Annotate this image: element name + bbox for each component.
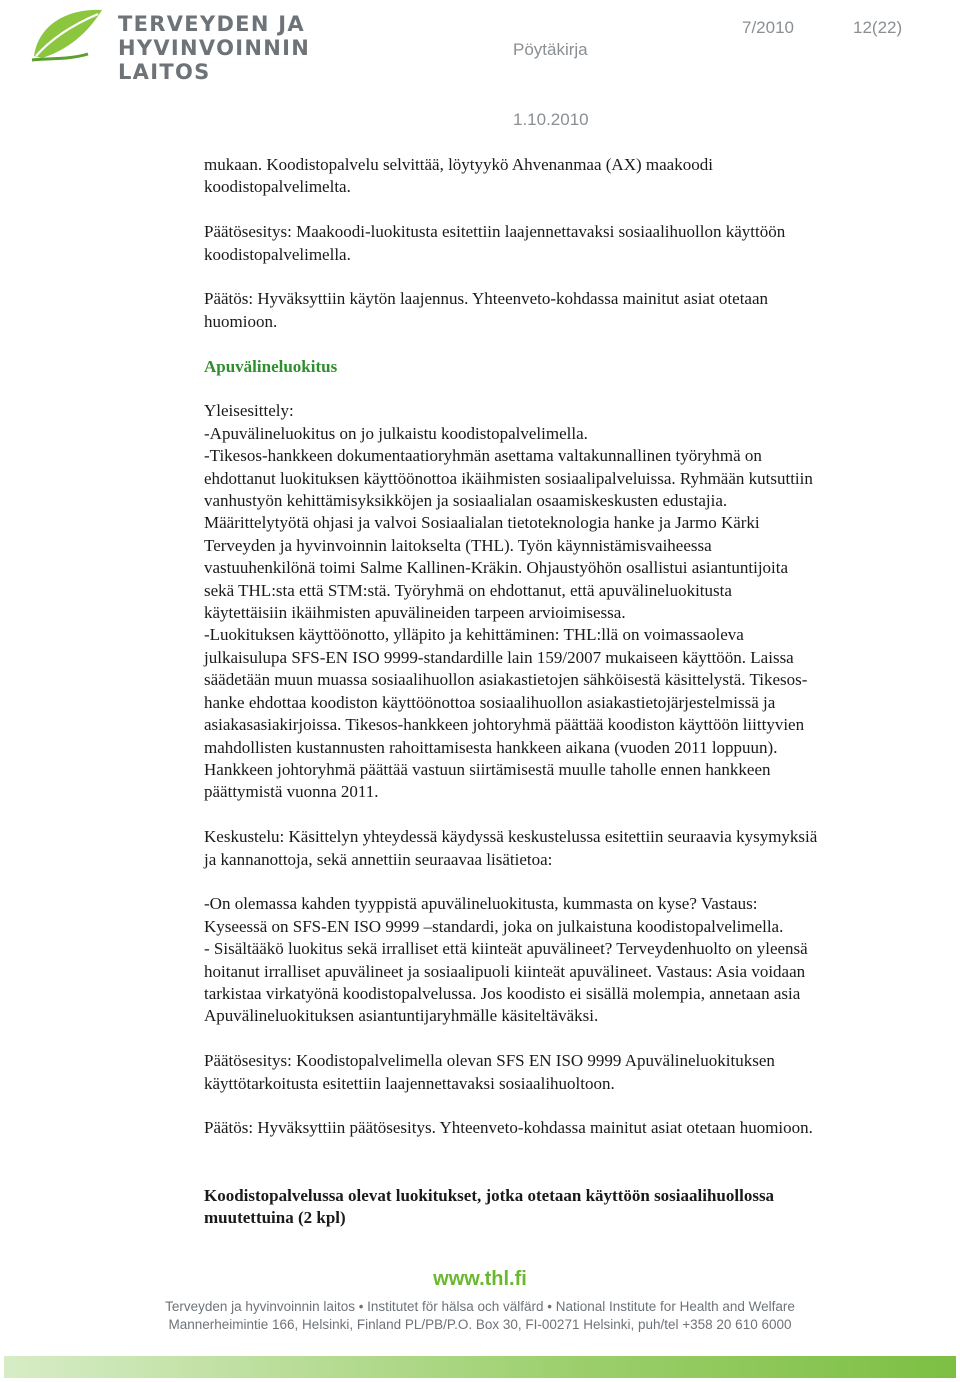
qa-line: Apuvälineluokituksen asiantuntijaryhmälle käsiteltäväksi. <box>204 1006 599 1026</box>
body-line: säädetään muun muassa sosiaalihuollon asiakastietojen sähköisestä käsittelystä. Tikesos- <box>204 670 808 690</box>
body-line: vastuuhenkilönä toimi Salme Kallinen-Kräkin. Ohjaustyöhön osallistui asiantuntijoita <box>204 558 789 578</box>
org-logo <box>28 4 373 84</box>
qa-line: tarkistaa virkatyönä koodistopalvelussa. Jos koodisto ei sisällä molempia, annetaan asia <box>204 983 801 1003</box>
footer-decorative-bar <box>4 1356 956 1378</box>
paragraph-line: käyttötarkoitusta esitettiin laajennettavaksi sosiaalihuoltoon. <box>204 1073 615 1093</box>
body-line: -Tikesos-hankkeen dokumentaatioryhmän asettama valtakunnallinen työryhmä on <box>204 446 762 466</box>
body-line: Määrittelytyötä ohjasi ja valvoi Sosiaalialan tietoteknologia hanke ja Jarmo Kärki <box>204 513 760 533</box>
document-body <box>204 154 924 1229</box>
paragraph-line: mukaan. Koodistopalvelu selvittää, löytyykö Ahvenanmaa (AX) maakoodi <box>204 155 713 174</box>
body-line: vanhustyön kehittämisyksikköjen ja sosiaalialan osaamiskeskusten edustajia. <box>204 491 728 511</box>
body-line: -Luokituksen käyttöönotto, ylläpito ja kehittäminen: THL:llä on voimassaoleva <box>204 625 744 645</box>
decision-line: Päätös: Hyväksyttiin päätösesitys. Yhteenveto-kohdassa mainitut asiat otetaan huomioon. <box>204 1118 813 1138</box>
paragraph-line: koodistopalvelimella. <box>204 244 351 264</box>
body-line: ehdottanut luokituksen käyttöönottoa ikäihmisten sosiaalipalveluissa. Ryhmään kutsuttiin <box>204 468 813 488</box>
proposal-text: Maakoodi-luokitusta esitettiin laajennettavaksi sosiaalihuollon käyttöön <box>291 222 786 242</box>
qa-line: -On olemassa kahden tyyppistä apuvälineluokitusta, kummasta on kyse? Vastaus: <box>204 894 758 914</box>
document-number: 7/2010 <box>742 18 794 37</box>
footer-website-link[interactable]: www.thl.fi <box>433 1268 527 1290</box>
body-line: päättymistä vuonna 2011. <box>204 782 379 802</box>
leaf-logo-icon <box>28 4 108 64</box>
org-name-line2: HYVINVOINNIN LAITOS <box>118 36 311 84</box>
body-line: mahdollisten kustannusten rahoittamisesta hankkeen aikana (vuoden 2011 loppuun). <box>204 737 778 757</box>
body-line: -Apuvälineluokitus on jo julkaistu koodistopalvelimella. <box>204 423 588 443</box>
footer-address: Mannerheimintie 166, Helsinki, Finland PL/PB/P.O. Box 30, FI-00271 Helsinki, puh/tel +358 20 610 6000 <box>168 1317 792 1332</box>
proposal-paragraph <box>204 1050 924 1072</box>
section-heading: Apuvälineluokitus <box>204 356 338 376</box>
body-line: asiakasasiakirjoissa. Tikesos-hankkeen johtoryhmä päättää koodiston käyttöön liittyvien <box>204 715 805 735</box>
org-name-line1: TERVEYDEN JA <box>118 12 305 36</box>
proposal-label: Päätösesitys: <box>204 222 292 242</box>
qa-line: - Sisältääkö luokitus sekä irralliset että kiinteät apuvälineet? Terveydenhuolto on yleensä <box>204 939 808 959</box>
body-line: julkaisulupa SFS-EN ISO 9999-standardille lain 159/2007 mukaiseen käyttöön. Laissa <box>204 647 794 667</box>
footer-institution-names: Terveyden ja hyvinvoinnin laitos • Institutet för hälsa och välfärd • National Institute for Health and Welfare <box>165 1299 795 1314</box>
proposal-label: Päätösesitys: <box>204 1051 292 1071</box>
discussion-line: ja kannanottoja, sekä annettiin seuraavaa lisätietoa: <box>204 849 553 869</box>
qa-line: hoitanut irralliset apuvälineet ja sosiaalipuoli kiinteät apuvälineet. Vastaus: Asia voidaan <box>204 961 806 981</box>
page-number: 12(22) <box>853 18 903 37</box>
body-line: käytettäisiin ikäihmisten apuvälineiden tarpeen arvioimisessa. <box>204 603 626 623</box>
intro-label: Yleisesittely: <box>204 401 294 421</box>
paragraph-line: koodistopalvelimelta. <box>204 177 351 197</box>
document-date: 1.10.2010 <box>513 110 589 129</box>
proposal-paragraph <box>204 221 924 243</box>
body-line: Terveyden ja hyvinvoinnin laitokselta (THL). Työn käynnistämisvaiheessa <box>204 535 712 555</box>
bold-section-heading: muutettuina (2 kpl) <box>204 1207 346 1227</box>
decision-line: huomioon. <box>204 311 278 331</box>
qa-line: Kyseessä on SFS-EN ISO 9999 –standardi, joka on julkaistuna koodistopalvelimella. <box>204 916 784 936</box>
body-line: hanke ehdottaa koodiston käyttöönottoa sosiaalihuollon asiakastietojärjestelmissä ja <box>204 692 776 712</box>
discussion-line: Keskustelu: Käsittelyn yhteydessä käydyssä keskustelussa esitettiin seuraavia kysymyksiä <box>204 827 818 847</box>
bold-section-heading: Koodistopalvelussa olevat luokitukset, jotka otetaan käyttöön sosiaalihuollossa <box>204 1185 775 1205</box>
proposal-text: Koodistopalvelimella olevan SFS EN ISO 9999 Apuvälineluokituksen <box>291 1051 775 1071</box>
body-line: Hankkeen johtoryhmä päättää vastuun siirtämisestä muulle taholle ennen hankkeen <box>204 759 771 779</box>
document-type: Pöytäkirja <box>513 40 588 59</box>
decision-line: Päätös: Hyväksyttiin käytön laajennus. Yhteenveto-kohdassa mainitut asiat otetaan <box>204 289 769 309</box>
body-line: sekä THL:sta että STM:stä. Työryhmä on ehdottanut, että apuvälineluokitusta <box>204 580 732 600</box>
